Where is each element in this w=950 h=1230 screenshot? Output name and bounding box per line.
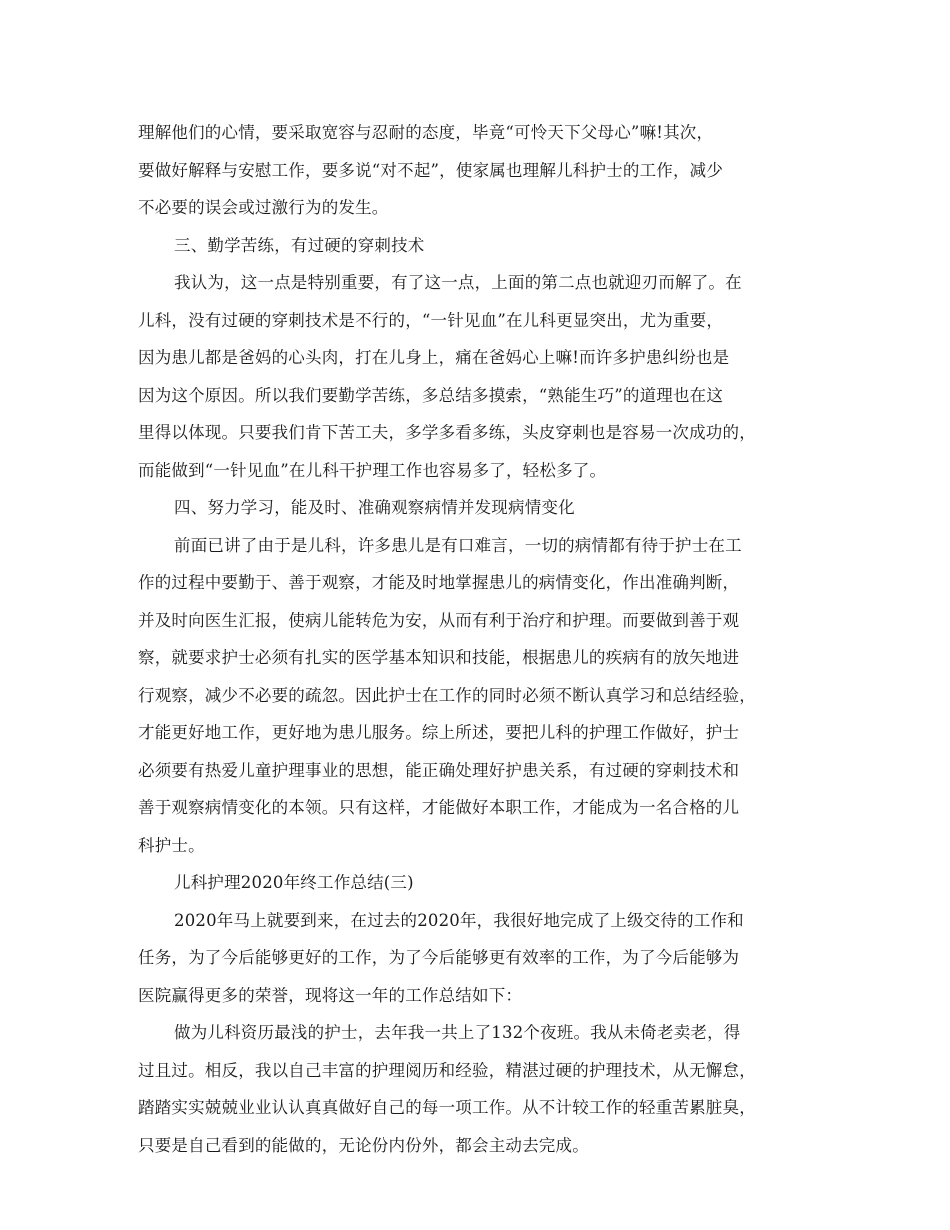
section-heading-4: 四、努力学习，能及时、准确观察病情并发现病情变化 [174, 498, 575, 517]
body-text-line: 因为患儿都是爸妈的心头肉，打在儿身上，痛在爸妈心上嘛!而许多护患纠纷也是 [138, 348, 730, 367]
body-text-line: 踏踏实实兢兢业业认认真真做好自己的每一项工作。从不计较工作的轻重苦累脏臭， [138, 1098, 756, 1117]
body-text-line: 行观察，减少不必要的疏忽。因此护士在工作的同时必须不断认真学习和总结经验， [138, 685, 756, 705]
body-text-line: 才能更好地工作，更好地为患儿服务。综上所述，要把儿科的护理工作做好，护士 [138, 723, 740, 742]
body-text-line: 要做好解释与安慰工作，要多说“对不起”，使家属也理解儿科护士的工作，减少 [138, 160, 724, 180]
body-text-line: 善于观察病情变化的本领。只有这样，才能做好本职工作，才能成为一名合格的儿 [138, 798, 740, 817]
body-text-line: 儿科，没有过硬的穿刺技术是不行的，“一针见血”在儿科更显突出，尤为重要， [138, 310, 724, 330]
body-text-line: 医院赢得更多的荣誉，现将这一年的工作总结如下： [138, 985, 523, 1005]
body-text-line: 理解他们的心情，要采取宽容与忍耐的态度，毕竟“可怜天下父母心”嘛!其次， [138, 123, 714, 142]
body-text-line: 而能做到“一针见血”在儿科干护理工作也容易多了，轻松多了。 [138, 460, 607, 480]
body-text-line: 科护士。 [138, 835, 205, 855]
section-title: 儿科护理2020年终工作总结(三) [174, 873, 414, 892]
body-text-line: 任务，为了今后能够更好的工作，为了今后能够更有效率的工作，为了今后能够为 [138, 948, 740, 967]
body-text-line: 里得以体现。只要我们肯下苦工夫，多学多看多练，头皮穿刺也是容易一次成功的， [138, 423, 756, 442]
body-text-line: 察，就要求护士必须有扎实的医学基本知识和技能，根据患儿的疾病有的放矢地进 [138, 648, 740, 667]
body-text-line: 2020年马上就要到来，在过去的2020年，我很好地完成了上级交待的工作和 [174, 910, 744, 930]
body-text-line: 做为儿科资历最浅的护士，去年我一共上了132个夜班。我从未倚老卖老，得 [174, 1023, 741, 1042]
body-text-line: 过且过。相反，我以自己丰富的护理阅历和经验，精湛过硬的护理技术，从无懈怠， [138, 1060, 756, 1080]
body-text-line: 因为这个原因。所以我们要勤学苦练，多总结多摸索，“熟能生巧”的道理也在这 [138, 385, 724, 405]
body-text-line: 我认为，这一点是特别重要，有了这一点，上面的第二点也就迎刃而解了。在 [174, 273, 742, 292]
body-text-line: 并及时向医生汇报，使病儿能转危为安，从而有利于治疗和护理。而要做到善于观 [138, 610, 740, 630]
body-text-line: 只要是自己看到的能做的，无论份内份外，都会主动去完成。 [138, 1135, 589, 1155]
body-text-line: 作的过程中要勤于、善于观察，才能及时地掌握患儿的病情变化，作出准确判断， [138, 573, 740, 592]
document-body [138, 114, 828, 1164]
body-text-line: 前面已讲了由于是儿科，许多患儿是有口难言，一切的病情都有待于护士在工 [174, 535, 742, 555]
body-text-line: 必须要有热爱儿童护理事业的思想，能正确处理好护患关系，有过硬的穿刺技术和 [138, 760, 740, 780]
section-heading-3: 三、勤学苦练，有过硬的穿刺技术 [174, 235, 425, 255]
body-text-line: 不必要的误会或过激行为的发生。 [138, 198, 389, 217]
